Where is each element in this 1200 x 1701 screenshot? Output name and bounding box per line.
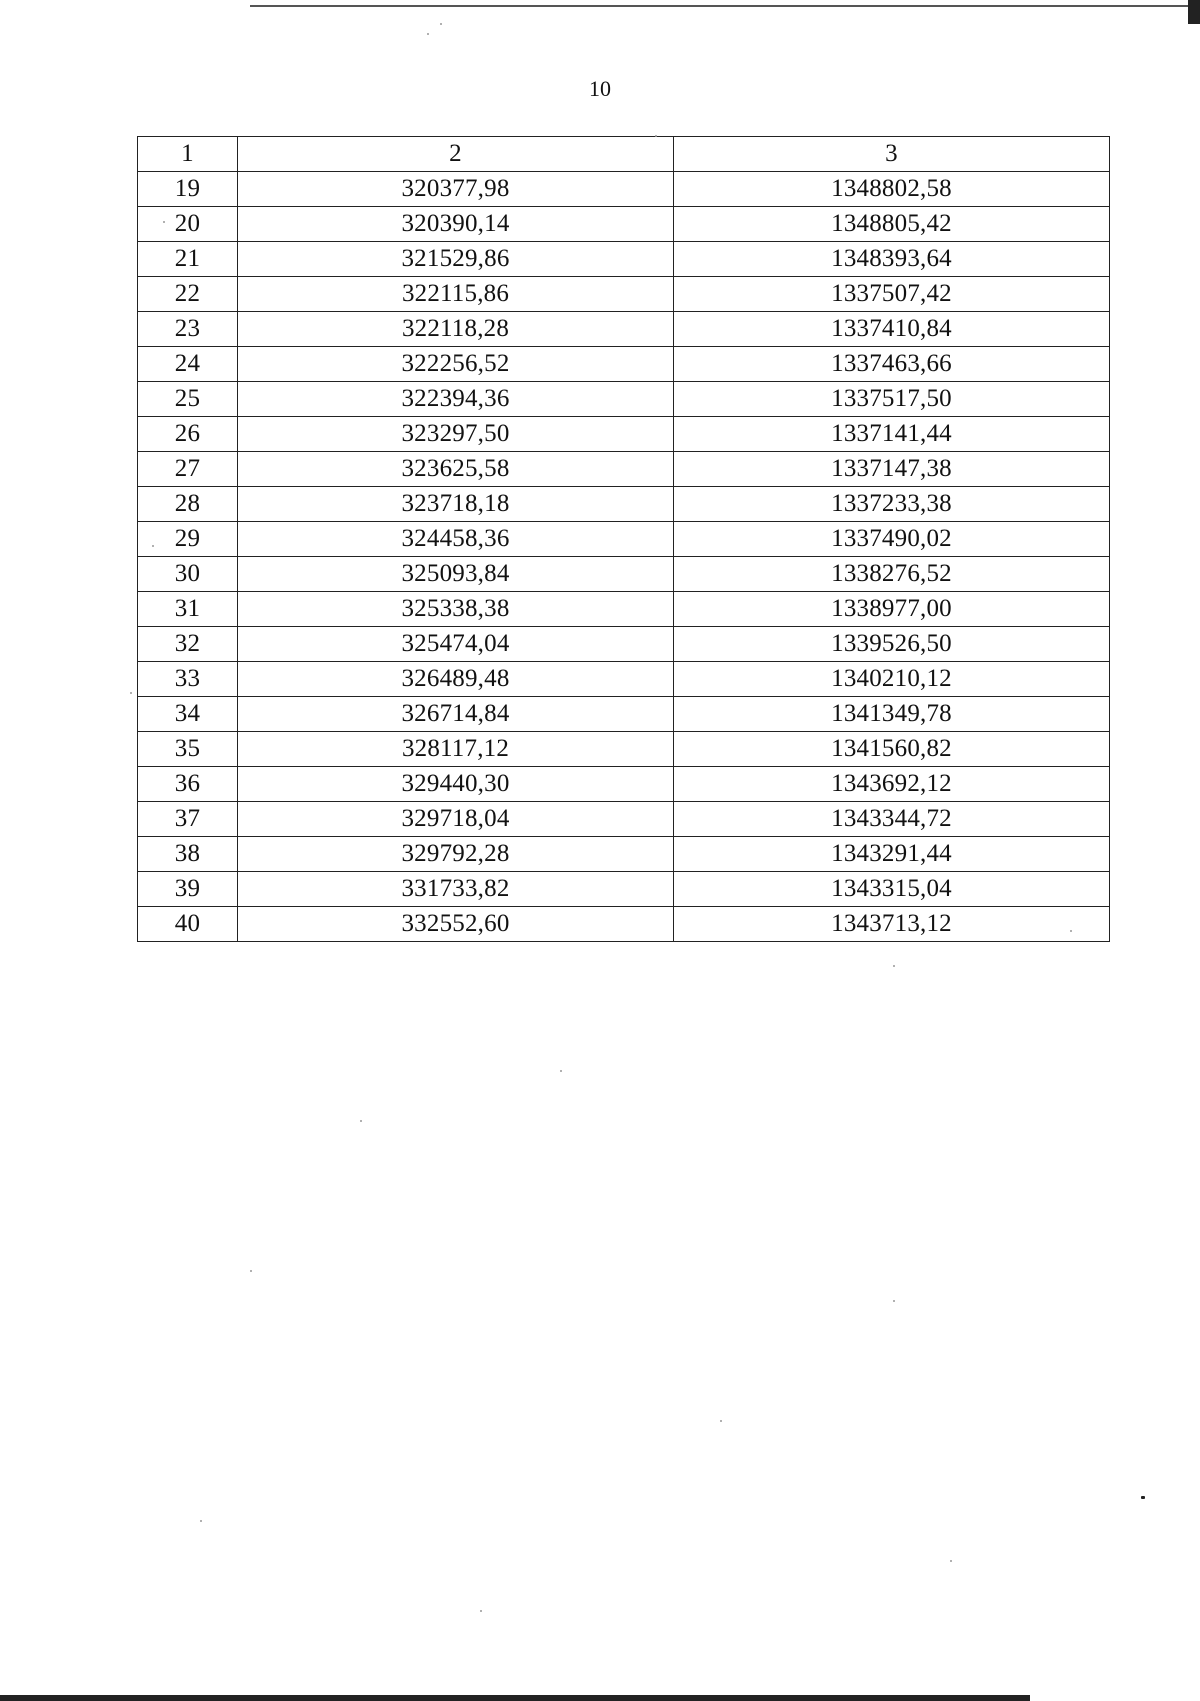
point-number-cell: 23 (138, 312, 238, 347)
table-row (138, 347, 1110, 382)
y-coordinate-cell: 1343315,04 (674, 872, 1110, 907)
column-header-1: 1 (138, 137, 238, 172)
y-coordinate-cell: 1348802,58 (674, 172, 1110, 207)
x-coordinate-cell: 320377,98 (238, 172, 674, 207)
point-number-cell: 20 (138, 207, 238, 242)
table-row (138, 207, 1110, 242)
table-row (138, 662, 1110, 697)
point-number-cell: 29 (138, 522, 238, 557)
x-coordinate-cell: 325474,04 (238, 627, 674, 662)
x-coordinate-cell: 331733,82 (238, 872, 674, 907)
point-number-cell: 24 (138, 347, 238, 382)
y-coordinate-cell: 1343344,72 (674, 802, 1110, 837)
y-coordinate-cell: 1337463,66 (674, 347, 1110, 382)
y-coordinate-cell: 1337517,50 (674, 382, 1110, 417)
y-coordinate-cell: 1340210,12 (674, 662, 1110, 697)
x-coordinate-cell: 328117,12 (238, 732, 674, 767)
point-number-cell: 37 (138, 802, 238, 837)
point-number-cell: 39 (138, 872, 238, 907)
x-coordinate-cell: 322394,36 (238, 382, 674, 417)
y-coordinate-cell: 1343291,44 (674, 837, 1110, 872)
table-row (138, 487, 1110, 522)
y-coordinate-cell: 1337410,84 (674, 312, 1110, 347)
scan-edge-top-line (250, 5, 1190, 7)
table-row (138, 732, 1110, 767)
x-coordinate-cell: 324458,36 (238, 522, 674, 557)
point-number-cell: 26 (138, 417, 238, 452)
x-coordinate-cell: 326714,84 (238, 697, 674, 732)
x-coordinate-cell: 329718,04 (238, 802, 674, 837)
table-row (138, 907, 1110, 942)
x-coordinate-cell: 323718,18 (238, 487, 674, 522)
y-coordinate-cell: 1337507,42 (674, 277, 1110, 312)
table-row (138, 592, 1110, 627)
x-coordinate-cell: 325338,38 (238, 592, 674, 627)
table-row (138, 312, 1110, 347)
x-coordinate-cell: 332552,60 (238, 907, 674, 942)
x-coordinate-cell: 329792,28 (238, 837, 674, 872)
table-row (138, 522, 1110, 557)
point-number-cell: 40 (138, 907, 238, 942)
point-number-cell: 33 (138, 662, 238, 697)
x-coordinate-cell: 322115,86 (238, 277, 674, 312)
y-coordinate-cell: 1337490,02 (674, 522, 1110, 557)
point-number-cell: 30 (138, 557, 238, 592)
table-row (138, 242, 1110, 277)
x-coordinate-cell: 323297,50 (238, 417, 674, 452)
scan-edge-bottom-line (0, 1695, 1030, 1701)
point-number-cell: 19 (138, 172, 238, 207)
table-body (138, 172, 1110, 942)
table-row (138, 697, 1110, 732)
point-number-cell: 28 (138, 487, 238, 522)
table-row (138, 172, 1110, 207)
table-row (138, 767, 1110, 802)
table-row (138, 382, 1110, 417)
scan-edge-right-mark (1188, 0, 1200, 24)
x-coordinate-cell: 322256,52 (238, 347, 674, 382)
coordinates-table (137, 136, 1110, 942)
y-coordinate-cell: 1348805,42 (674, 207, 1110, 242)
point-number-cell: 36 (138, 767, 238, 802)
table-row (138, 277, 1110, 312)
x-coordinate-cell: 322118,28 (238, 312, 674, 347)
y-coordinate-cell: 1337141,44 (674, 417, 1110, 452)
point-number-cell: 34 (138, 697, 238, 732)
x-coordinate-cell: 323625,58 (238, 452, 674, 487)
point-number-cell: 32 (138, 627, 238, 662)
table-row (138, 417, 1110, 452)
x-coordinate-cell: 320390,14 (238, 207, 674, 242)
y-coordinate-cell: 1341349,78 (674, 697, 1110, 732)
point-number-cell: 27 (138, 452, 238, 487)
column-header-3: 3 (674, 137, 1110, 172)
table-row (138, 627, 1110, 662)
y-coordinate-cell: 1343713,12 (674, 907, 1110, 942)
y-coordinate-cell: 1337233,38 (674, 487, 1110, 522)
table-header-row (138, 137, 1110, 172)
y-coordinate-cell: 1338276,52 (674, 557, 1110, 592)
x-coordinate-cell: 326489,48 (238, 662, 674, 697)
point-number-cell: 22 (138, 277, 238, 312)
table-row (138, 837, 1110, 872)
point-number-cell: 25 (138, 382, 238, 417)
table-row (138, 557, 1110, 592)
table-row (138, 802, 1110, 837)
y-coordinate-cell: 1338977,00 (674, 592, 1110, 627)
page-number: 10 (589, 76, 611, 101)
point-number-cell: 31 (138, 592, 238, 627)
y-coordinate-cell: 1341560,82 (674, 732, 1110, 767)
point-number-cell: 35 (138, 732, 238, 767)
point-number-cell: 21 (138, 242, 238, 277)
table-row (138, 872, 1110, 907)
y-coordinate-cell: 1339526,50 (674, 627, 1110, 662)
table-row (138, 452, 1110, 487)
x-coordinate-cell: 329440,30 (238, 767, 674, 802)
x-coordinate-cell: 325093,84 (238, 557, 674, 592)
x-coordinate-cell: 321529,86 (238, 242, 674, 277)
y-coordinate-cell: 1348393,64 (674, 242, 1110, 277)
y-coordinate-cell: 1343692,12 (674, 767, 1110, 802)
point-number-cell: 38 (138, 837, 238, 872)
y-coordinate-cell: 1337147,38 (674, 452, 1110, 487)
column-header-2: 2 (238, 137, 674, 172)
